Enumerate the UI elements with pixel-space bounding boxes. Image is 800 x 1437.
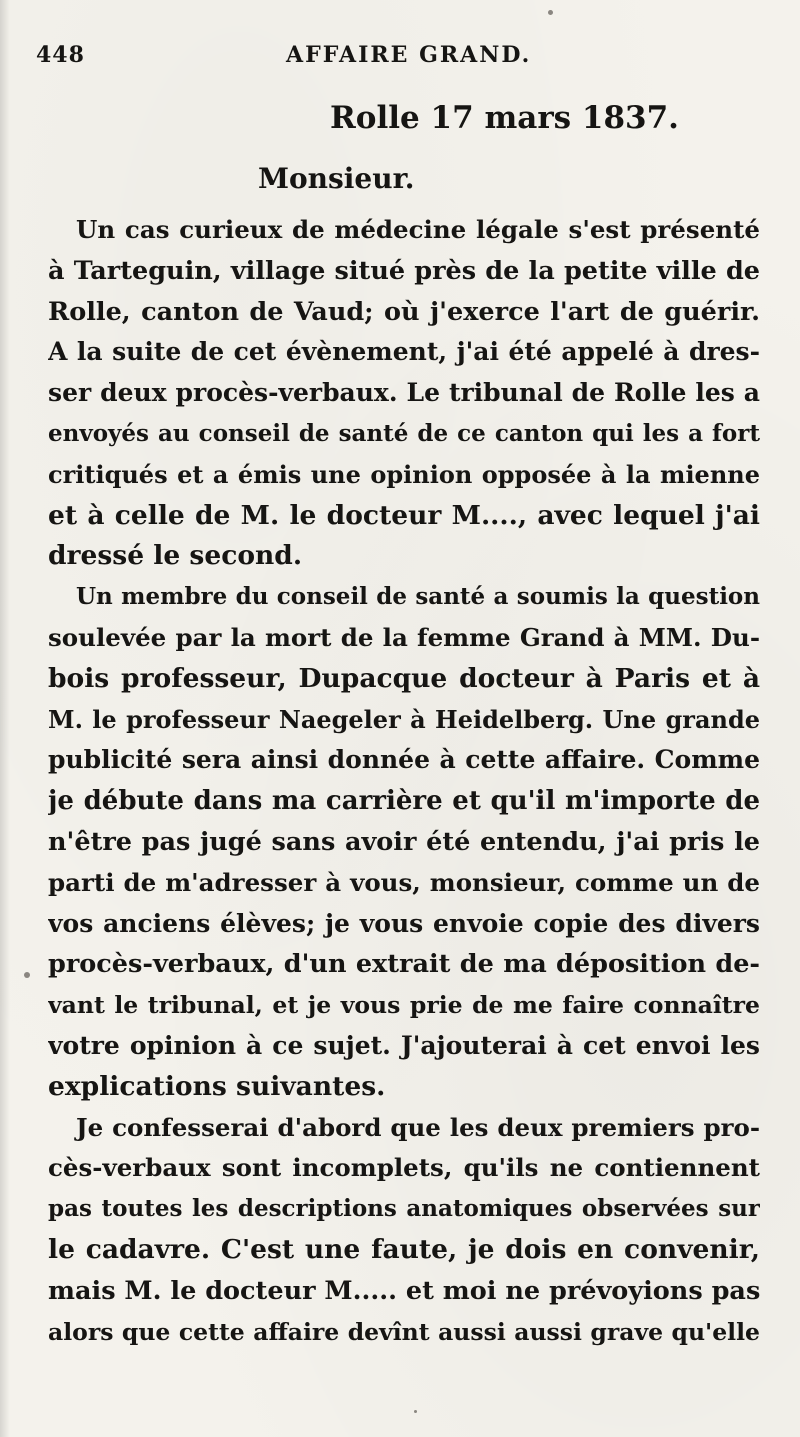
running-title: AFFAIRE GRAND. [286, 42, 532, 68]
text-line: publicité sera ainsi donnée à cette affaire. Comme [48, 745, 760, 775]
letter-dateline: Rolle 17 mars 1837. [330, 100, 679, 136]
text-line: bois professeur, Dupacque docteur à Paris et à [48, 662, 760, 694]
text-line: je débute dans ma carrière et qu'il m'importe de [48, 786, 760, 817]
text-line: procès-verbaux, d'un extrait de ma déposition de- [48, 949, 760, 980]
text-line: n'être pas jugé sans avoir été entendu, j'ai pris le [48, 826, 760, 857]
text-line: Un membre du conseil de santé a soumis la question [76, 583, 760, 611]
ink-speck [24, 972, 30, 978]
text-line: A la suite de cet évènement, j'ai été appelé à dres- [48, 337, 760, 367]
text-line: Je confesserai d'abord que les deux premiers pro- [76, 1112, 760, 1142]
text-line: pas toutes les descriptions anatomiques observées sur [48, 1195, 760, 1223]
text-line: explications suivantes. [48, 1070, 386, 1102]
text-line: cès-verbaux sont incomplets, qu'ils ne contiennent [48, 1153, 760, 1183]
text-line: mais M. le docteur M..... et moi ne prévoyions pas [48, 1275, 760, 1306]
text-line: parti de m'adresser à vous, monsieur, comme un de [48, 867, 760, 897]
text-line: soulevée par la mort de la femme Grand à MM. Du- [48, 622, 760, 652]
text-line: vos anciens élèves; je vous envoie copie des divers [48, 908, 760, 938]
letter-salutation: Monsieur. [258, 162, 415, 195]
text-line: votre opinion à ce sujet. J'ajouterai à cet envoi les [48, 1030, 760, 1060]
page-header [36, 42, 756, 78]
ink-speck [414, 1410, 417, 1413]
text-line: vant le tribunal, et je vous prie de me faire connaître [48, 991, 760, 1020]
text-line: le cadavre. C'est une faute, je dois en convenir, [48, 1233, 760, 1265]
text-line: dressé le second. [48, 540, 303, 572]
text-line: envoyés au conseil de santé de ce canton qui les a fort [48, 419, 760, 447]
text-line: ser deux procès-verbaux. Le tribunal de Rolle les a [48, 378, 760, 408]
text-line: Rolle, canton de Vaud; où j'exerce l'art de guérir. [48, 296, 760, 327]
letter-body [48, 210, 760, 1352]
text-line: alors que cette affaire devînt aussi aussi grave qu'elle [48, 1317, 760, 1346]
text-line: M. le professeur Naegeler à Heidelberg. Une grande [48, 704, 760, 734]
page-number: 448 [36, 42, 85, 68]
text-line: Un cas curieux de médecine légale s'est présenté [76, 215, 760, 244]
text-line: à Tarteguin, village situé près de la petite ville de [48, 255, 760, 286]
text-line: critiqués et a émis une opinion opposée à la mienne [48, 459, 760, 489]
text-line: et à celle de M. le docteur M...., avec lequel j'ai [48, 499, 760, 531]
page-gutter-shadow [0, 0, 10, 1437]
ink-speck [548, 10, 553, 15]
